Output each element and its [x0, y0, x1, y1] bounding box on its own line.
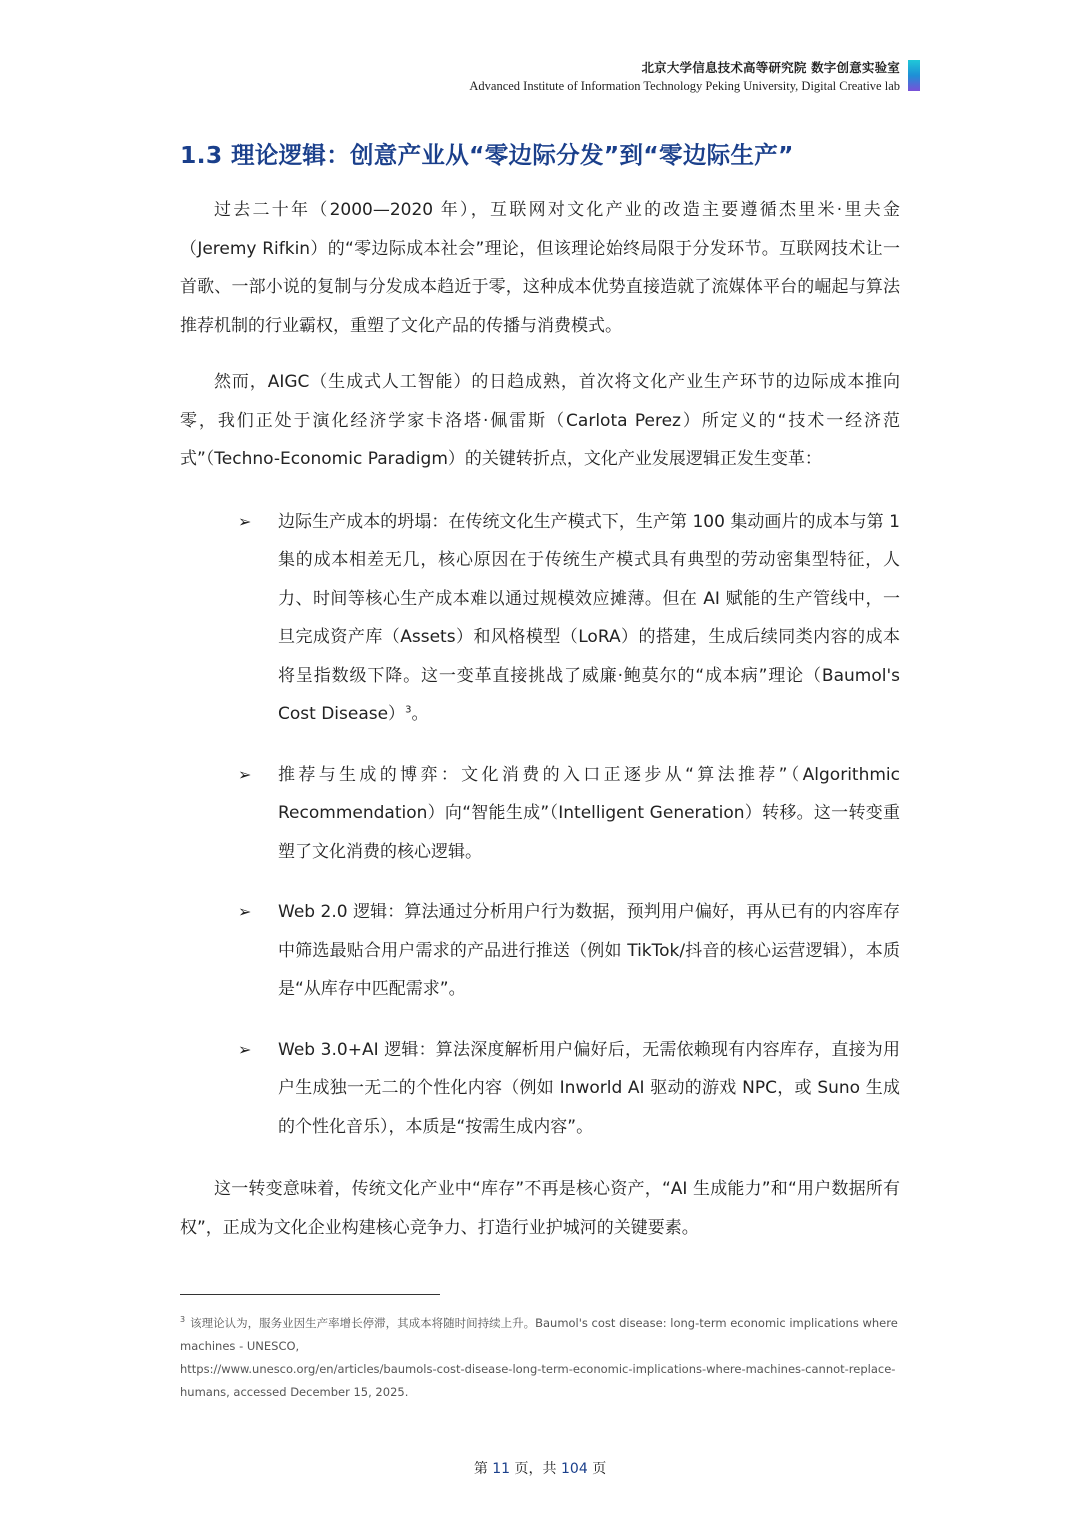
footnote-text: 该理论认为，服务业因生产率增长停滞，其成本将随时间持续上升。Baumol's cost disease: long-term economic implications where machines - UNESCO,: [180, 1315, 898, 1353]
list-item: [180, 893, 900, 1009]
footnote-divider: [180, 1294, 440, 1295]
body-paragraph: 过去二十年（2000—2020 年），互联网对文化产业的改造主要遵循杰里米·里夫金（Jeremy Rifkin）的“零边际成本社会”理论，但该理论始终局限于分发环节。互联网技术让一首歌、一部小说的复制与分发成本趋近于零，这种成本优势直接造就了流媒体平台的崛起与算法推荐机制的行业霸权，重塑了文化产品的传播与消费模式。: [180, 200, 900, 336]
bullet-list: [180, 503, 900, 1147]
page-footer: [0, 1458, 1080, 1478]
arrow-bullet-icon: ➢: [238, 764, 252, 784]
total-page-count: 104: [561, 1461, 588, 1477]
list-item-tail: 。: [411, 704, 429, 724]
body-paragraph: 然而，AIGC（生成式人工智能）的日趋成熟，首次将文化产业生产环节的边际成本推向零，我们正处于演化经济学家卡洛塔·佩雷斯（Carlota Perez）所定义的“技术一经济范式”（Techno-Economic Paradigm）的关键转折点，文化产业发展逻辑正发生变革：: [180, 372, 900, 469]
footer-middle: 页，共: [514, 1461, 557, 1477]
footer-prefix: 第: [473, 1461, 488, 1477]
list-item-body: 边际生产成本的坍塌：在传统文化生产模式下，生产第 100 集动画片的成本与第 1 集的成本相差无几，核心原因在于传统生产模式具有典型的劳动密集型特征，人力、时间等核心生产成本难以通过规模效应摊薄。但在 AI 赋能的生产管线中，一旦完成资产库（Assets）和风格模型（LoRA）的搭建，生成后续同类内容的成本将呈指数级下降。这一变革直接挑战了威廉·鲍莫尔的“成本病”理论（Baumol's Cost Disease）: [278, 511, 900, 724]
main-content: [180, 191, 900, 1265]
footnote-line: [180, 1308, 900, 1358]
footnote-url[interactable]: https://www.unesco.org/en/articles/baumols-cost-disease-long-term-economic-implications-where-machines-cannot-replace-humans, accessed December 15, 2025.: [180, 1361, 896, 1399]
current-page-number: 11: [492, 1461, 511, 1477]
list-item-text: 推荐与生成的博弈：文化消费的入口正逐步从“算法推荐”（Algorithmic Recommendation）向“智能生成”（Intelligent Generation）转移。这一转变重塑了文化消费的核心逻辑。: [278, 764, 900, 862]
section-title: 1.3 理论逻辑：创意产业从“零边际分发”到“零边际生产”: [180, 141, 794, 169]
closing-paragraph: 这一转变意味着，传统文化产业中“库存”不再是核心资产，“AI 生成能力”和“用户数据所有权”，正成为文化企业构建核心竞争力、打造行业护城河的关键要素。: [180, 1179, 900, 1238]
page-header: [469, 60, 900, 94]
list-item: [180, 1031, 900, 1147]
footnote-ref[interactable]: 3: [405, 704, 412, 716]
header-institute-cn: 北京大学信息技术高等研究院 数字创意实验室: [641, 60, 900, 75]
list-item-text: Web 3.0+AI 逻辑：算法深度解析用户偏好后，无需依赖现有内容库存，直接为用户生成独一无二的个性化内容（例如 Inworld AI 驱动的游戏 NPC，或 Suno 生成的个性化音乐），本质是“按需生成内容”。: [278, 1039, 900, 1137]
arrow-bullet-icon: ➢: [238, 1039, 252, 1059]
arrow-bullet-icon: ➢: [238, 902, 252, 921]
footnote-mark: 3: [180, 1315, 186, 1324]
header-institute-en: Advanced Institute of Information Technology Peking University, Digital Creative lab: [469, 79, 900, 93]
list-item: [180, 756, 900, 872]
footnote: [180, 1308, 900, 1404]
list-item-text: [278, 503, 900, 734]
arrow-bullet-icon: ➢: [238, 511, 252, 531]
list-item: [180, 503, 900, 734]
footer-suffix: 页: [592, 1461, 607, 1477]
header-accent-bar: [908, 60, 920, 91]
list-item-text: Web 2.0 逻辑：算法通过分析用户行为数据，预判用户偏好，再从已有的内容库存中筛选最贴合用户需求的产品进行推送（例如 TikTok/抖音的核心运营逻辑），本质是“从库存中匹配需求”。: [278, 902, 900, 999]
